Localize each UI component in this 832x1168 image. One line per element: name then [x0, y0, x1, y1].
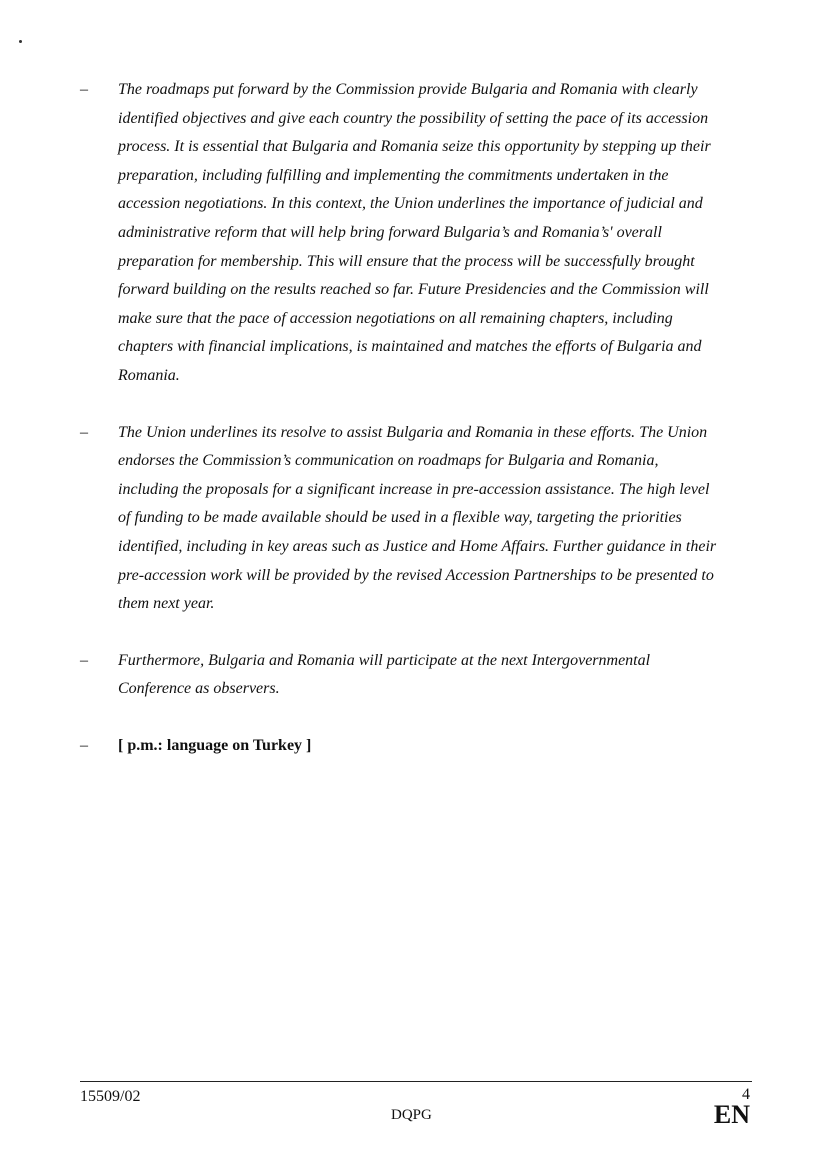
- paragraph-list: [80, 76, 750, 788]
- paragraph-text: The Union underlines its resolve to assist Bulgaria and Romania in these efforts. The Union endorses the Commission’s communication on roadmaps for Bulgaria and Romania, including the proposals for a significant increase in pre-accession assistance. The high level of funding to be made available should be used in a flexible way, targeting the priorities identified, including in key areas such as Justice and Home Affairs. Further guidance in their pre-accession work will be provided by the revised Accession Partnerships to be presented to them next year.: [118, 423, 717, 613]
- department-code: DQPG: [391, 1107, 432, 1123]
- footer-divider: [80, 1081, 752, 1082]
- language-code: EN: [713, 1100, 750, 1129]
- document-number: 15509/02: [80, 1088, 141, 1105]
- list-item: [80, 647, 750, 704]
- dash-marker: –: [80, 651, 88, 669]
- list-item: [80, 732, 750, 761]
- scan-speck: [19, 40, 22, 43]
- placeholder-note: [ p.m.: language on Turkey ]: [118, 736, 312, 754]
- dash-marker: –: [80, 736, 88, 754]
- page-number: 4: [742, 1086, 750, 1103]
- paragraph-text: The roadmaps put forward by the Commission provide Bulgaria and Romania with clearly identified objectives and give each country the possibility of setting the pace of its accession process. It is essential that Bulgaria and Romania seize this opportunity by stepping up their preparation, including fulfilling and implementing the commitments undertaken in the accession negotiations. In this context, the Union underlines the importance of judicial and administrative reform that will help bring forward Bulgaria’s and Romania’s' overall preparation for membership. This will ensure that the process will be successfully brought forward building on the results reached so far. Future Presidencies and the Commission will make sure that the pace of accession negotiations on all remaining chapters, including chapters with financial implications, is maintained and matches the efforts of Bulgaria and Romania.: [118, 81, 711, 384]
- list-item: [80, 76, 750, 391]
- dash-marker: –: [80, 423, 88, 441]
- dash-marker: –: [80, 81, 88, 98]
- list-item: [80, 419, 750, 619]
- paragraph-text: Furthermore, Bulgaria and Romania will participate at the next Intergovernmental Conference as observers.: [118, 651, 651, 698]
